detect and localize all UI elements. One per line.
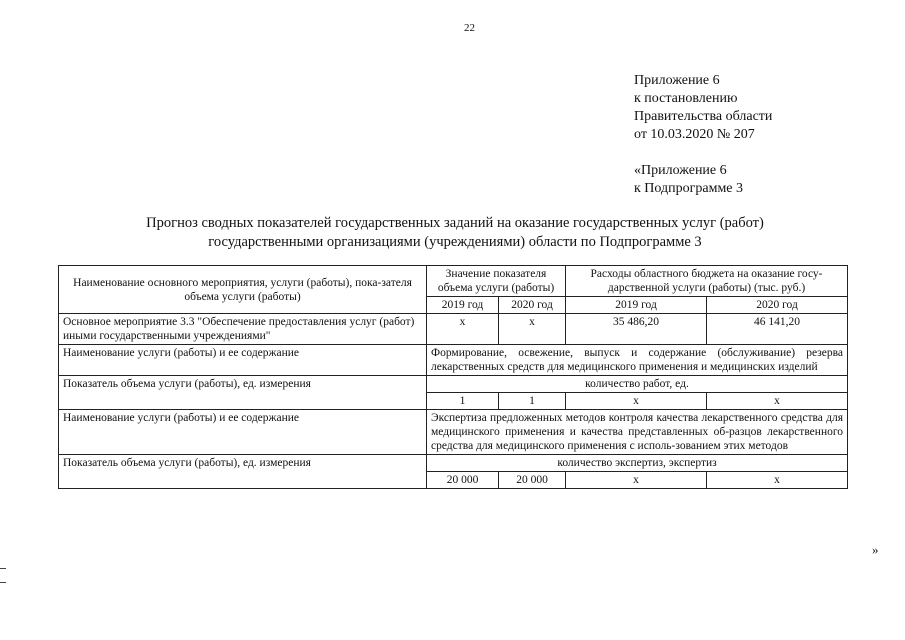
value-cell: 1 xyxy=(499,393,566,410)
subprogram-attachment-line: к Подпрограмме 3 xyxy=(634,181,744,196)
value-cell: x xyxy=(566,393,707,410)
attachment-header-line: от 10.03.2020 № 207 xyxy=(634,127,755,142)
value-cell: x xyxy=(707,393,848,410)
value-cell: 20 000 xyxy=(427,472,499,489)
service-content: Экспертиза предложенных методов контроля качества лекарственного средства для медицинского применения и качества представленных об-разцов лекарственного средства для медицинского применения с исполь-зованием этих методов xyxy=(427,410,848,455)
year-cell: 2019 год xyxy=(427,297,499,314)
scan-edge-mark xyxy=(0,568,6,569)
document-title-line: Прогноз сводных показателей государственных заданий на оказание государственных услуг (работ) xyxy=(146,215,764,231)
table-row xyxy=(59,345,848,376)
indicator-unit: количество экспертиз, экспертиз xyxy=(427,455,848,472)
subprogram-attachment-line: «Приложение 6 xyxy=(634,163,727,178)
table-row xyxy=(59,410,848,455)
indicator-label: Показатель объема услуги (работы), ед. измерения xyxy=(59,455,427,489)
document-title xyxy=(60,214,850,252)
value-cell: x xyxy=(707,472,848,489)
service-label: Наименование услуги (работы) и ее содержание xyxy=(59,410,427,455)
attachment-header-line: Правительства области xyxy=(634,109,773,124)
value-cell: 35 486,20 xyxy=(566,314,707,345)
service-content: Формирование, освежение, выпуск и содержание (обслуживание) резерва лекарственных средств для медицинского применения и медицинских изделий xyxy=(427,345,848,376)
indicator-label: Показатель объема услуги (работы), ед. измерения xyxy=(59,376,427,410)
service-label: Наименование услуги (работы) и ее содержание xyxy=(59,345,427,376)
year-cell: 2020 год xyxy=(499,297,566,314)
subprogram-attachment xyxy=(634,162,743,198)
year-cell: 2020 год xyxy=(707,297,848,314)
table-row xyxy=(59,376,848,393)
attachment-header-line: к постановлению xyxy=(634,91,738,106)
value-cell: 46 141,20 xyxy=(707,314,848,345)
table-row xyxy=(59,455,848,472)
value-cell: x xyxy=(427,314,499,345)
event-label: Основное мероприятие 3.3 "Обеспечение предоставления услуг (работ) иными государственными учреждениями" xyxy=(59,314,427,345)
page-number: 22 xyxy=(464,22,475,34)
attachment-header-line: Приложение 6 xyxy=(634,73,720,88)
year-cell: 2019 год xyxy=(566,297,707,314)
header-volume-column: Значение показателя объема услуги (работы) xyxy=(427,266,566,297)
table-header-row xyxy=(59,266,848,297)
document-title-line: государственными организациями (учреждениями) области по Подпрограмме 3 xyxy=(208,234,702,250)
table-row xyxy=(59,314,848,345)
value-cell: x xyxy=(499,314,566,345)
scan-edge-mark xyxy=(0,582,6,583)
header-name-column: Наименование основного мероприятия, услуги (работы), пока-зателя объема услуги (работы) xyxy=(59,266,427,314)
value-cell: 1 xyxy=(427,393,499,410)
forecast-table xyxy=(58,265,848,489)
closing-quote: » xyxy=(872,542,879,557)
attachment-header xyxy=(634,72,772,144)
header-expense-column: Расходы областного бюджета на оказание госу-дарственной услуги (работы) (тыс. руб.) xyxy=(566,266,848,297)
value-cell: 20 000 xyxy=(499,472,566,489)
indicator-unit: количество работ, ед. xyxy=(427,376,848,393)
value-cell: x xyxy=(566,472,707,489)
